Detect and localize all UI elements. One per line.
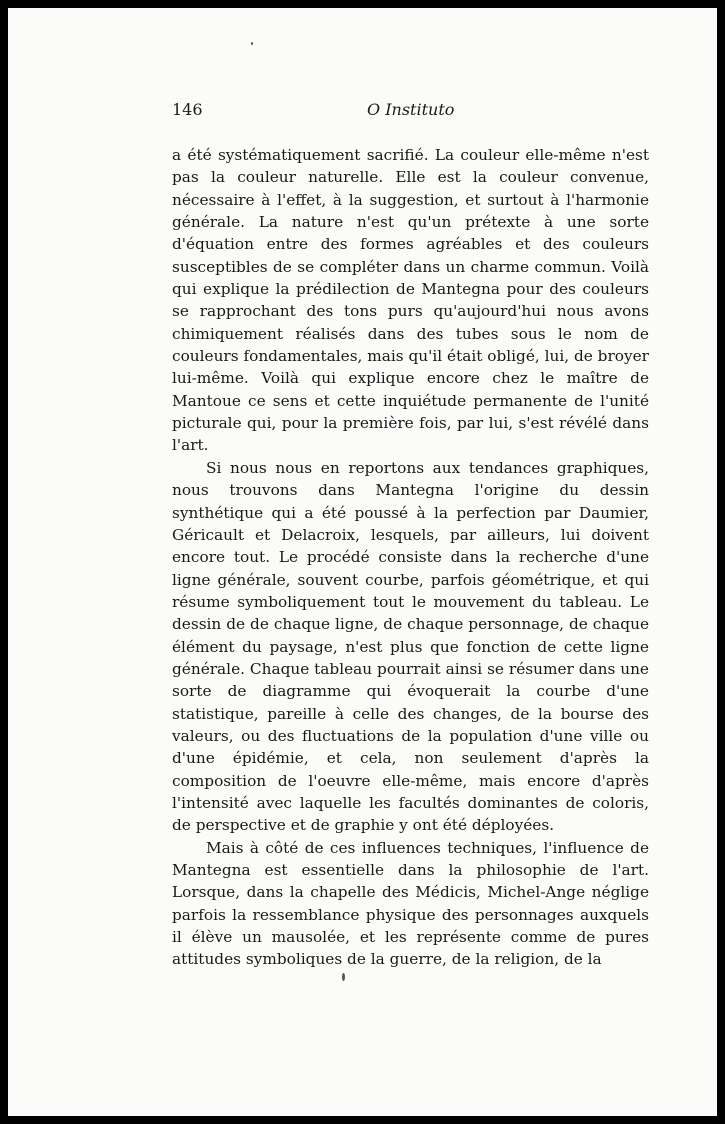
paragraph-2: Si nous nous en reportons aux tendances graphiques, nous trouvons dans Mantegna l'origine du dessin synthétique qui a été poussé à la perfection par Daumier, Géricault et Delacroix, lesquels, par ailleurs, lui doivent encore tout. Le procédé consiste dans la recherche d'une ligne générale, souvent courbe, parfois géométrique, et qui résume symboliquement tout le mouvement du tableau. Le dessin de de chaque ligne, de chaque personnage, de chaque élément du paysage, n'est plus que fonction de cette ligne générale. Chaque tableau pourrait ainsi se résumer dans une sorte de diagramme qui évoquerait la courbe d'une statistique, pareille à celle des changes, de la bourse des valeurs, ou des fluctuations de la population d'une ville ou d'une épidémie, et cela, non seulement d'après la composition de l'oeuvre elle-même, mais encore d'après l'intensité avec laquelle les facultés dominantes de coloris, de perspective et de graphie y ont été déployées. [172, 458, 649, 835]
body-text [172, 144, 649, 971]
running-head [172, 100, 652, 122]
journal-title: O Instituto [367, 100, 455, 119]
paragraph-1: a été systématiquement sacrifié. La couleur elle-même n'est pas la couleur naturelle. Elle est la couleur convenue, nécessaire à l'effet, à la suggestion, et surtout à l'harmonie générale. La nature n'est qu'un prétexte à une sorte d'équation entre des formes agréables et des couleurs susceptibles de se compléter dans un charme commun. Voilà qui explique la prédilection de Mantegna pour des couleurs se rapprochant des tons purs qu'aujourd'hui nous avons chimiquement réalisés dans des tubes sous le nom de couleurs fondamentales, mais qu'il était obligé, lui, de broyer lui-même. Voilà qui explique encore chez le maître de Mantoue ce sens et cette inquiétude permanente de l'unité picturale qui, pour la première fois, par lui, s'est révélé dans l'art. [172, 146, 649, 455]
ink-speck [342, 973, 345, 981]
book-page [8, 8, 717, 1116]
ink-speck [251, 42, 253, 45]
paragraph-3: Mais à côté de ces influences techniques, l'influence de Mantegna est essentielle dans la philosophie de l'art. Lorsque, dans la chapelle des Médicis, Michel-Ange néglige parfois la ressemblance physique des personnages auxquels il élève un mausolée, et les représente comme de pures attitudes symboliques de la guerre, de la religion, de la [172, 838, 649, 969]
page-number: 146 [172, 100, 203, 119]
